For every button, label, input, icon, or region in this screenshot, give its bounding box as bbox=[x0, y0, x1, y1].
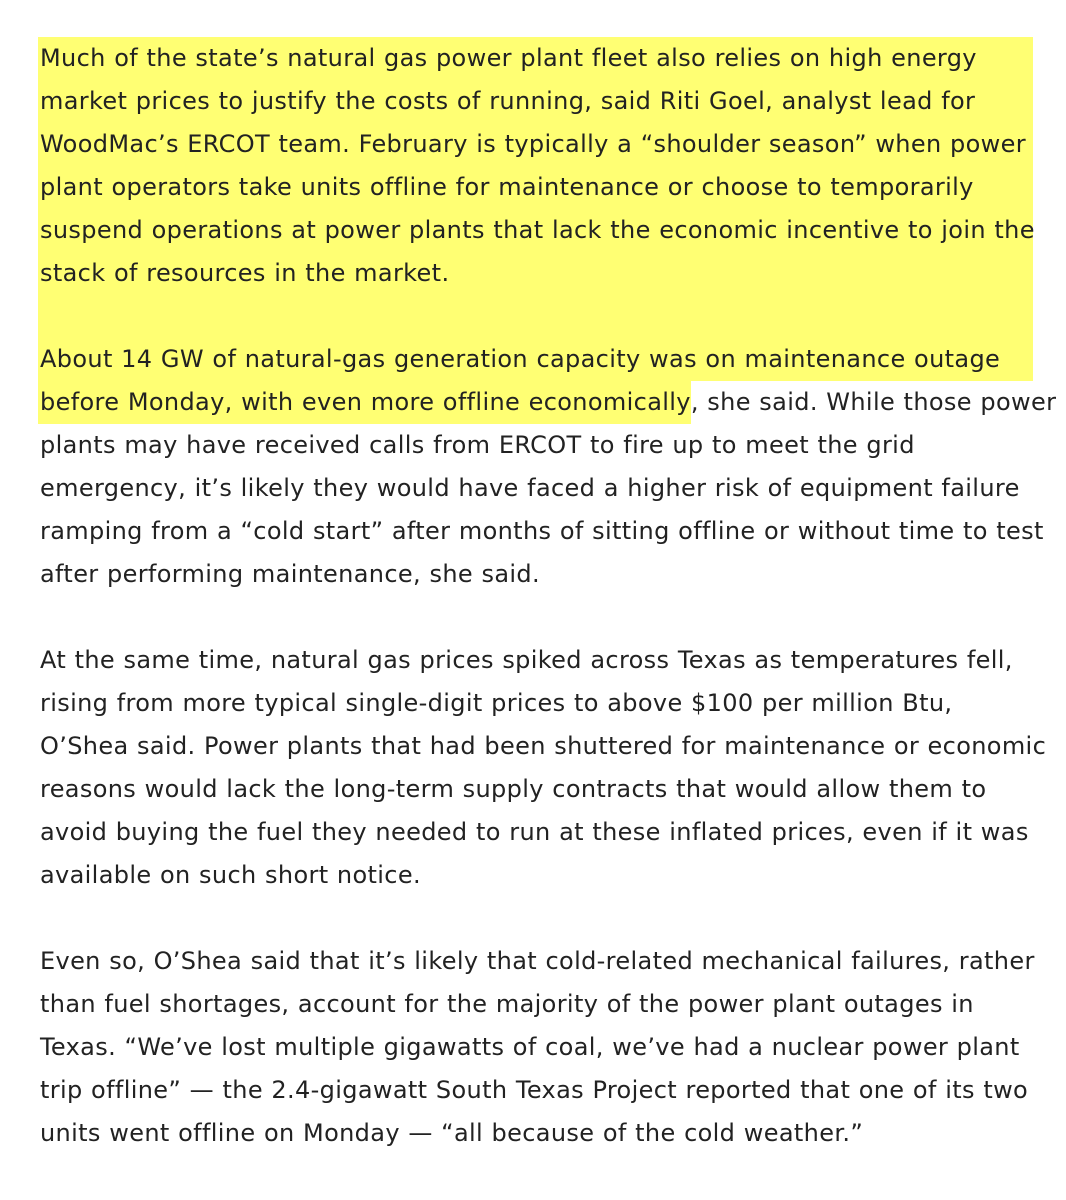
paragraph-line: units went offline on Monday — “all because of the cold weather.” bbox=[40, 1119, 864, 1147]
paragraph-2 bbox=[40, 338, 1057, 596]
paragraph-line: WoodMac’s ERCOT team. February is typically a “shoulder season” when power bbox=[38, 123, 1033, 166]
paragraph-3 bbox=[40, 639, 1047, 897]
paragraph-line: trip offline” — the 2.4-gigawatt South Texas Project reported that one of its two bbox=[40, 1076, 1029, 1104]
paragraph-line: rising from more typical single-digit prices to above $100 per million Btu, bbox=[40, 689, 953, 717]
paragraph-line: plants may have received calls from ERCOT to fire up to meet the grid bbox=[40, 431, 915, 459]
paragraph-line: emergency, it’s likely they would have faced a higher risk of equipment failure bbox=[40, 474, 1020, 502]
highlighted-text: before Monday, with even more offline economically bbox=[38, 381, 691, 424]
paragraph-4 bbox=[40, 940, 1040, 1155]
paragraph-line: avoid buying the fuel they needed to run at these inflated prices, even if it was bbox=[40, 818, 1029, 846]
paragraph-line: ramping from a “cold start” after months of sitting offline or without time to test bbox=[40, 517, 1044, 545]
plain-text: , she said. While those power bbox=[690, 388, 1057, 416]
paragraph-line-mixed bbox=[40, 381, 1057, 424]
paragraph-line: after performing maintenance, she said. bbox=[40, 560, 540, 588]
article-body bbox=[40, 37, 1057, 1198]
paragraph-line: O’Shea said. Power plants that had been shuttered for maintenance or economic bbox=[40, 732, 1047, 760]
paragraph-line: About 14 GW of natural-gas generation capacity was on maintenance outage bbox=[38, 338, 1033, 381]
paragraph-line: At the same time, natural gas prices spiked across Texas as temperatures fell, bbox=[40, 646, 1013, 674]
highlight-gap bbox=[38, 295, 1033, 338]
paragraph-line: reasons would lack the long-term supply contracts that would allow them to bbox=[40, 775, 987, 803]
paragraph-1 bbox=[40, 37, 1040, 295]
paragraph-line: Texas. “We’ve lost multiple gigawatts of coal, we’ve had a nuclear power plant bbox=[40, 1033, 1020, 1061]
paragraph-line: available on such short notice. bbox=[40, 861, 421, 889]
paragraph-line: Much of the state’s natural gas power plant fleet also relies on high energy bbox=[38, 37, 1033, 80]
paragraph-line: than fuel shortages, account for the majority of the power plant outages in bbox=[40, 990, 974, 1018]
paragraph-line: plant operators take units offline for maintenance or choose to temporarily bbox=[38, 166, 1033, 209]
paragraph-line: market prices to justify the costs of running, said Riti Goel, analyst lead for bbox=[38, 80, 1033, 123]
paragraph-line: Even so, O’Shea said that it’s likely that cold-related mechanical failures, rather bbox=[40, 947, 1035, 975]
paragraph-line: suspend operations at power plants that lack the economic incentive to join the bbox=[38, 209, 1033, 252]
paragraph-line: stack of resources in the market. bbox=[38, 252, 1033, 295]
